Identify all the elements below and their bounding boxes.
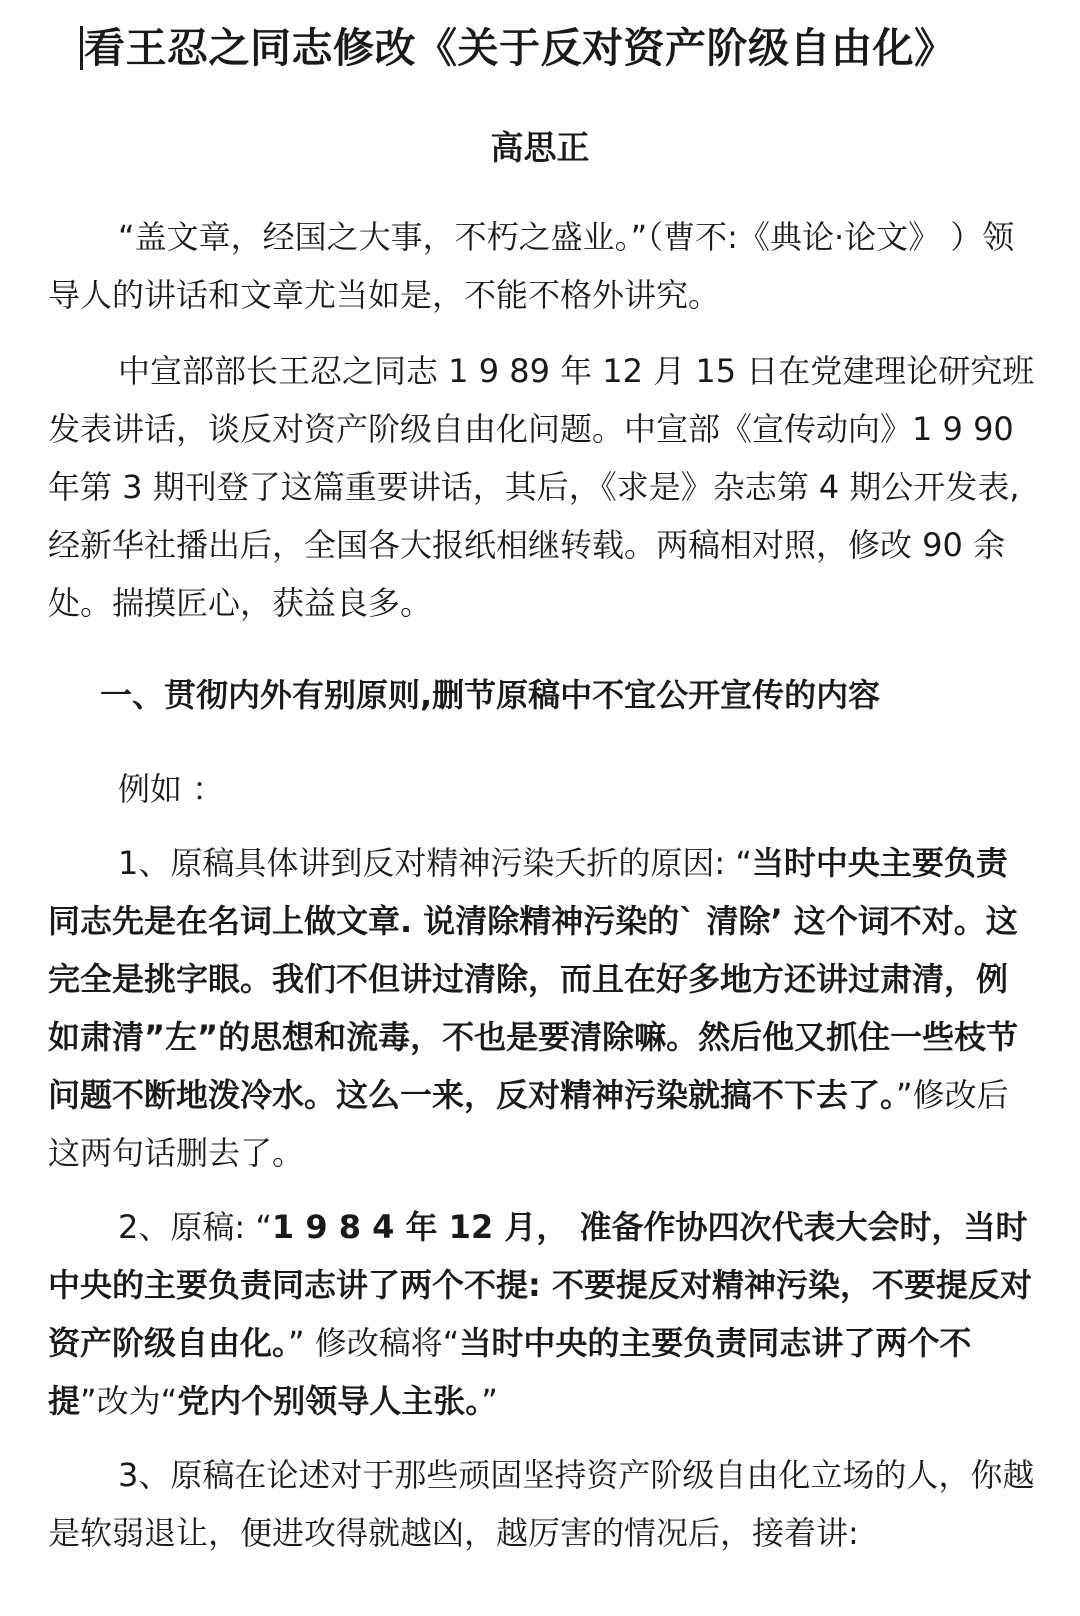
item-2-quote: 1 9 8 4 年 12 月， 准备作协四次代表大会时，当时中央的主要负责同志讲了两个不提: 不要提反对精神污染，不要提反对资产阶级自由化。 [48,1208,1032,1362]
item-2-lead: 2、原稿: “ [118,1208,272,1246]
item-2-paragraph [48,1198,1038,1430]
item-2-original-phrase: 当时中央的主要负责同志讲了两个不提 [48,1324,972,1420]
item-2-revised-phrase: 党内个别领导人主张。 [177,1382,482,1420]
document-title [80,18,1040,78]
section-heading: 一、贯彻内外有别原则,删节原稿中不宜公开宣传的内容 [100,676,881,714]
item-1-quote: 当时中央主要负责同志先是在名词上做文章. 说清除精神污染的` 清除’ 这个词不对。这完全是挑字眼。我们不但讲过清除，而且在好多地方还讲过肃清，例如肃清”左”的思想和流毒，不也是要清除嘛。然后他又抓住一些枝节问题不断地泼冷水。这么一来，反对精神污染就搞不下去了。 [48,844,1019,1114]
item-1-tail: ”修改后这两句话删去了。 [48,1076,1009,1172]
item-2-mid2: ”改为“ [80,1382,178,1420]
item-1-paragraph [48,834,1038,1182]
item-2-tail: ” [481,1382,498,1420]
item-3-paragraph: 3、原稿在论述对于那些顽固坚持资产阶级自由化立场的人，你越是软弱退让，便进攻得就越凶，越厉害的情况后，接着讲: [48,1456,1035,1552]
text-cursor [80,26,83,70]
document-author: 高思正 [490,128,590,167]
item-1-lead: 1、原稿具体讲到反对精神污染夭折的原因: “ [118,844,752,882]
background-paragraph: 中宣部部长王忍之同志 1 9 89 年 12 月 15 日在党建理论研究班发表讲话，谈反对资产阶级自由化问题。中宣部《宣传动向》1 9 90 年第 3 期刊登了这篇重要讲话，其后，《求是》杂志第 4 期公开发表,经新华社播出后，全国各大报纸相继转载。两稿相对照，修改 90 余处。揣摸匠心，获益良多。 [48,352,1035,622]
intro-paragraph: “盖文章，经国之大事，不朽之盛业。”（曹不:《典论·论文》 ）领导人的讲话和文章尤当如是，不能不格外讲究。 [48,218,1015,314]
document-title-text: 看王忍之同志修改《关于反对资产阶级自由化》 [84,24,956,72]
item-2-mid: ” 修改稿将“ [288,1324,460,1362]
example-label: 例如 ： [118,770,225,808]
